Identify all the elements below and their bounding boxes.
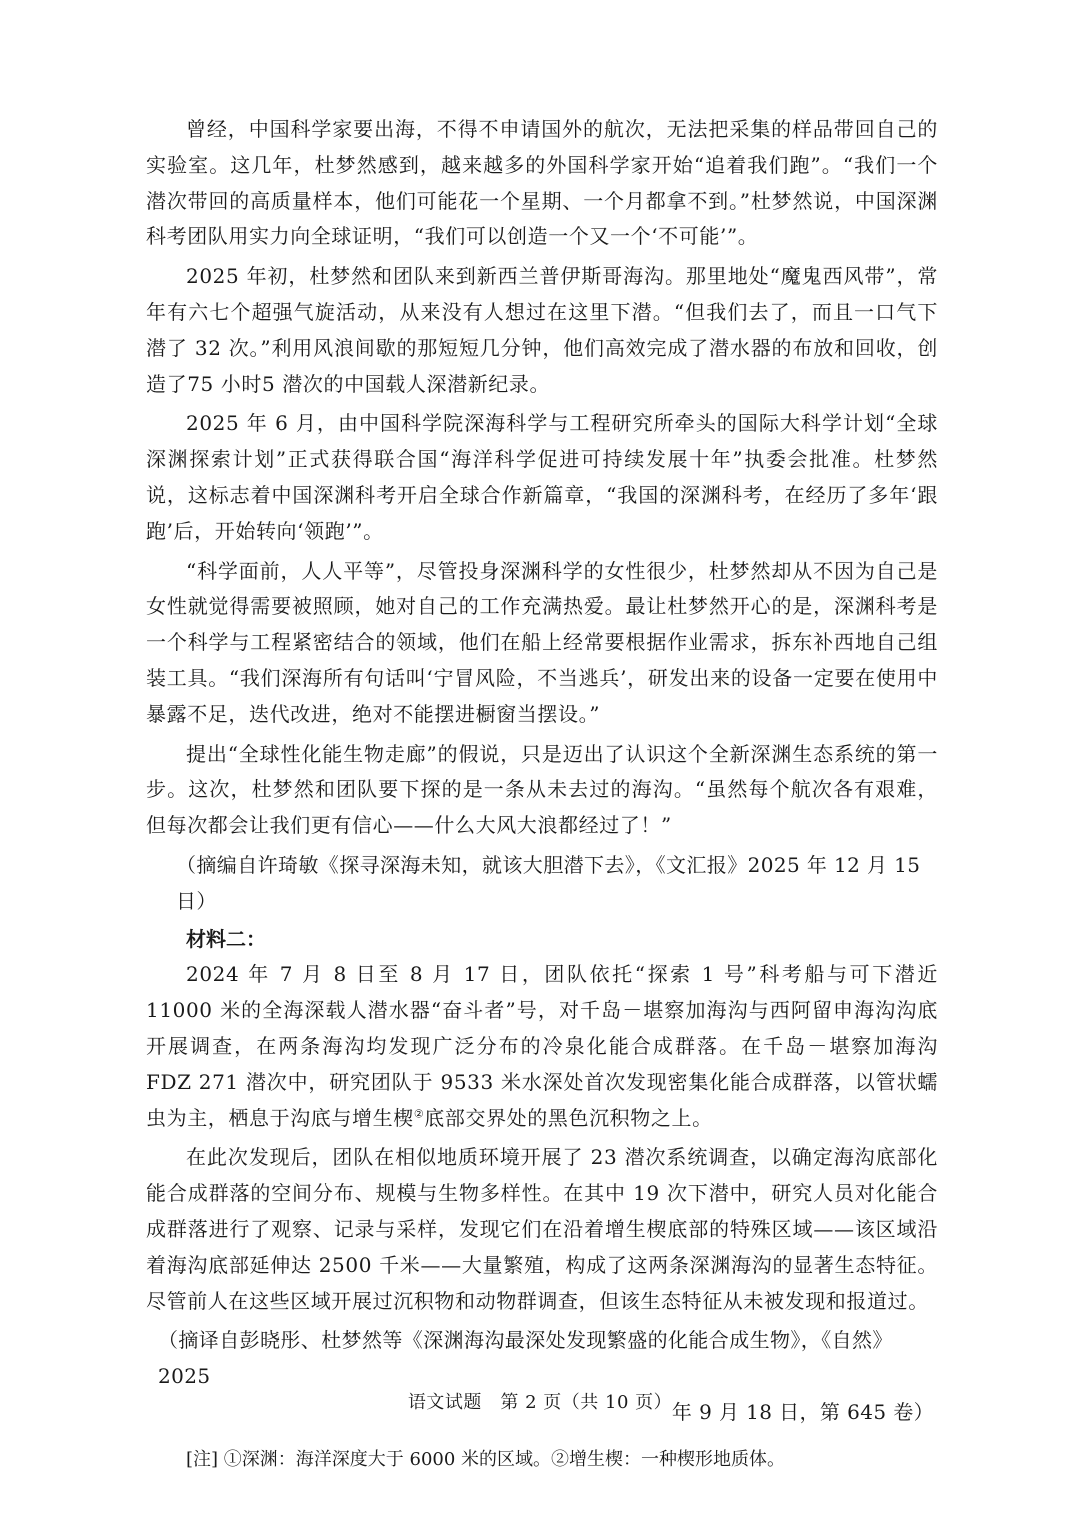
source-citation-2-line-2: 年 9 月 18 日，第 645 卷） [671,1399,934,1424]
paragraph-4: “科学面前，人人平等”，尽管投身深渊科学的女性很少，杜梦然却从不因为自己是女性就觉得需要被照顾，她对自己的工作充满热爱。最让杜梦然开心的是，深渊科考是一个科学与工程紧密结合的领域，他们在船上经常要根据作业需求，拆东补西地自己组装工具。“我们深海所有句话叫‘宁冒风险，不当逃兵’，研发出来的设备一定要在使用中暴露不足，迭代改进，绝对不能摆进橱窗当摆设。” [146,558,938,726]
paragraph-3: 2025 年 6 月，由中国科学院深海科学与工程研究所牵头的国际大科学计划“全球深渊探索计划”正式获得联合国“海洋科学促进可持续发展十年”执委会批准。杜梦然说，这标志着中国深渊科考开启全球合作新篇章，“我国的深渊科考，在经历了多年‘跟跑’后，开始转向‘领跑’”。 [146,411,938,543]
section-2-paragraph-1 [146,957,938,1136]
paragraph-1: 曾经，中国科学家要出海，不得不申请国外的航次，无法把采集的样品带回自己的实验室。这几年，杜梦然感到，越来越多的外国科学家开始“追着我们跑”。“我们一个潜次带回的高质量样本，他们可能花一个星期、一个月都拿不到。”杜梦然说，中国深渊科考团队用实力向全球证明，“我们可以创造一个又一个‘不可能’”。 [146,117,938,249]
source-citation-2 [146,1323,938,1430]
page-footer: 语文试题 第 2 页（共 10 页） [407,1392,673,1413]
section-2-paragraph-2: 在此次发现后，团队在相似地质环境开展了 23 潜次系统调查，以确定海沟底部化能合成群落的空间分布、规模与生物多样性。在其中 19 次下潜中，研究人员对化能合成群落进行了观察、记录与采样，发现它们在沿着增生楔底部的特殊区域——该区域沿着海沟底部延伸达 2500 千米——大量繁殖，构成了这两条深渊海沟的显著生态特征。尽管前人在这些区域开展过沉积物和动物群调查，但该生态特征从未被发现和报道过。 [146,1145,938,1313]
footnote-marker-2: ② [413,1106,425,1120]
source-citation-1: （摘编自许琦敏《探寻深海未知，就该大胆潜下去》，《文汇报》2025 年 12 月 15 日） [176,852,921,913]
footnote: [注] ①深渊：海洋深度大于 6000 米的区域。②增生楔：一种楔形地质体。 [186,1448,786,1470]
source-citation-2-line-1: （摘译自彭晓彤、杜梦然等《深渊海沟最深处发现繁盛的化能合成生物》，《自然》2025 [158,1328,893,1389]
section-2-paragraph-1-text-a: 2024 年 7 月 8 日至 8 月 17 日，团队依托“探索 1 号”科考船与可下潜近 11000 米的全海深载人潜水器“奋斗者”号，对千岛－堪察加海沟与西阿留申海沟沟底开展调查，在两条海沟均发现广泛分布的冷泉化能合成群落。在千岛－堪察加海沟 FDZ 271 潜次中，研究团队于 9533 米水深处首次发现密集化能合成群落，以管状蠕虫为主，栖息于沟底与增生楔 [146,962,938,1130]
paragraph-2: 2025 年初，杜梦然和团队来到新西兰普伊斯哥海沟。那里地处“魔鬼西风带”，常年有六七个超强气旋活动，从来没有人想过在这里下潜。“但我们去了，而且一口气下潜了 32 次。”利用风浪间歇的那短短几分钟，他们高效完成了潜水器的布放和回收，创造了75 小时5 潜次的中国载人深潜新纪录。 [146,264,938,396]
paragraph-5: 提出“全球性化能生物走廊”的假说，只是迈出了认识这个全新深渊生态系统的第一步。这次，杜梦然和团队要下探的是一条从未去过的海沟。“虽然每个航次各有艰难，但每次都会让我们更有信心——什么大风大浪都经过了！” [146,741,938,838]
section-2-paragraph-1-text-b: 底部交界处的黑色沉积物之上。 [424,1105,713,1130]
section-2-title: 材料二： [186,926,266,951]
